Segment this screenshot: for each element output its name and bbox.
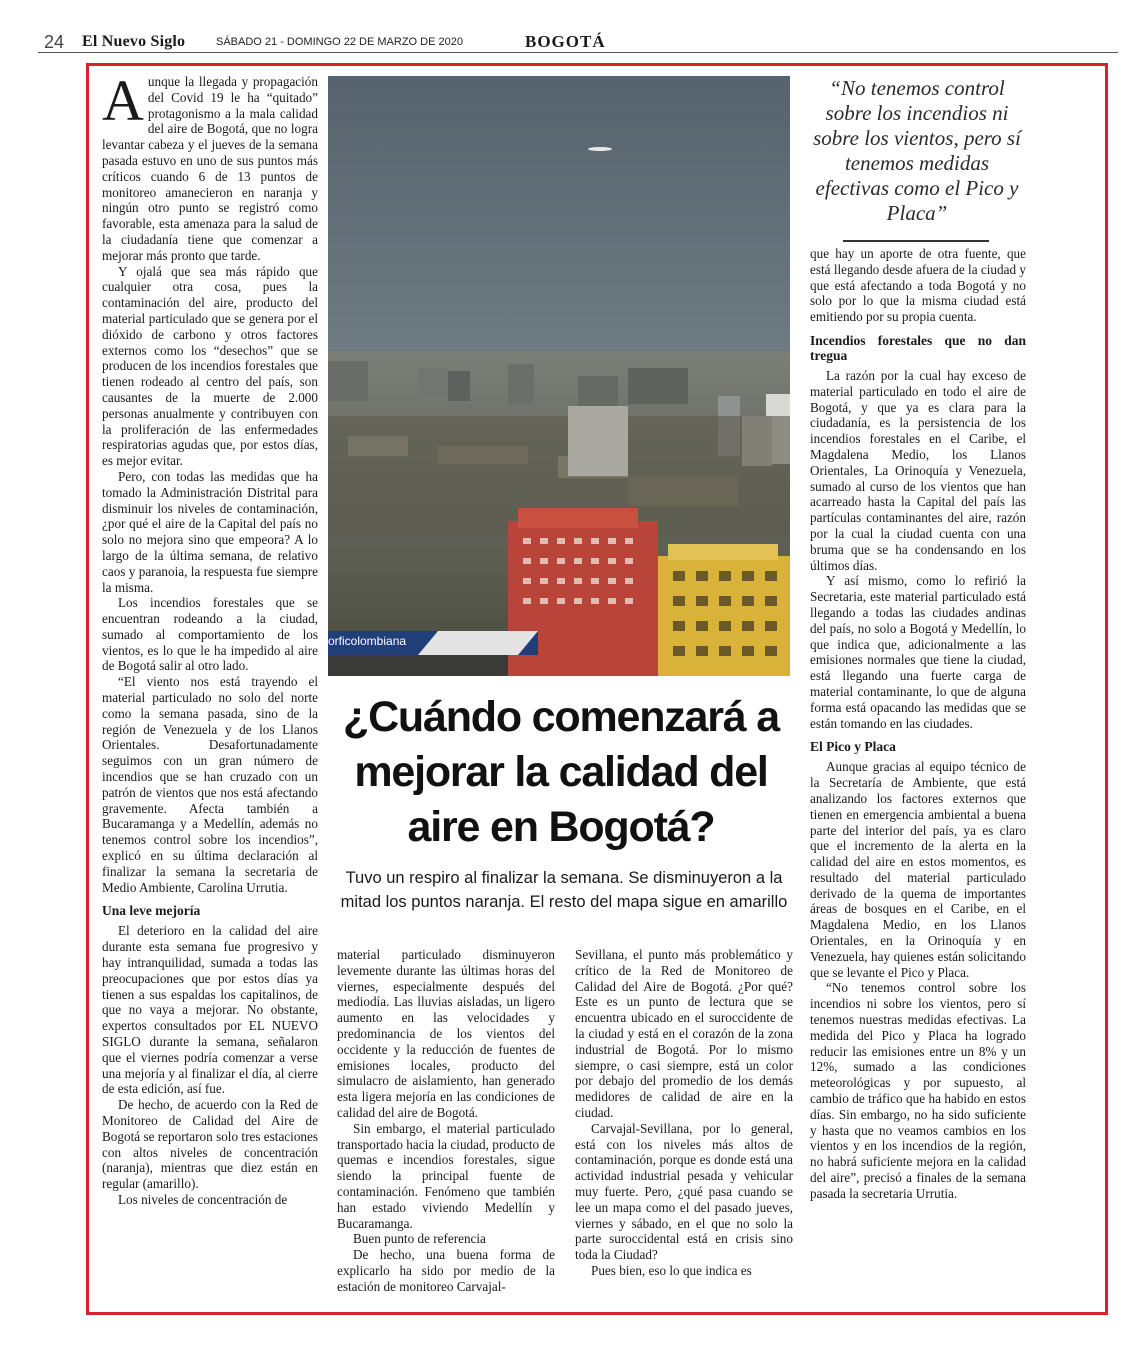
paragraph-text: unque la llegada y propagación del Covid 19 le ha “quitado” protagonismo a la mala calidad del aire de Bogotá, que no logra levantar cabeza y el jueves de la semana pasada estuvo en uno de sus puntos más críticos cuando 6 de 13 puntos de monitoreo amanecieron en naranja y ningún otro punto se registró como favorable, esta amenaza para la salud de la ciudadanía tiene que comenzar a mejorar más pronto que tarde. [102, 74, 318, 263]
paragraph: que hay un aporte de otra fuente, que está llegando desde afuera de la ciudad y que está afectando a toda Bogotá y no solo por lo que la misma ciudad está emitiendo por su propia cuenta. [810, 246, 1026, 325]
paragraph: Y ojalá que sea más rápido que cualquier otra cosa, pues la contaminación del aire, producto del material particulado que se genera por el dióxido de carbono y otros factores externos como los “desechos” que se producen de los incendios forestales que tienen rodeado al centro del país, son causantes de la muerte de 2.000 personas anualmente y contribuyen con la proliferación de las enfermedades respiratorias agudas que, por estos días, es mejor evitar. [102, 263, 318, 469]
photo-credit: orficolombiana [328, 634, 407, 648]
pull-quote-rule [843, 240, 989, 242]
paragraph: De hecho, una buena forma de explicarlo ha sido por medio de la estación de monitoreo Carvajal- [337, 1247, 555, 1294]
paragraph: Pero, con todas las medidas que ha tomado la Administración Distrital para disminuir los niveles de contaminación, ¿por qué el aire de la Capital del país no solo no mejora sino que empeora? A lo largo de la última semana, de relativo caos y paranoia, la respuesta fue siempre la misma. [102, 468, 318, 595]
paragraph: Sevillana, el punto más problemático y crítico de la Red de Monitoreo de Calidad del Aire de Bogotá. ¿Por qué? Este es un punto de lectura que se encuentra ubicado en el suroccidente de la ciudad y está en el corazón de la zona industrial de Bogotá. Por lo mismo siempre, o casi siempre, está un color por debajo del promedio de los demás medidores de calidad de aire en la ciudad. [575, 947, 793, 1120]
subheading: Incendios forestales que no dan tregua [810, 332, 1026, 363]
paragraph: Carvajal-Sevillana, por lo general, está con los niveles más altos de contaminación, porque es donde está una actividad industrial pesada y vehicular muy fuerte. Pero, ¿qué pasa cuando se lee un mapa como el del pasado jueves, viernes y sábado, en el que no solo la parte suroccidental está en crisis sino toda la Ciudad? [575, 1120, 793, 1263]
paragraph: Pues bien, eso lo que indica es [591, 1262, 752, 1278]
paragraph: material particulado disminuyeron levemente durante las últimas horas del viernes, especialmente después del mediodía. Las lluvias aisladas, un ligero aumento en las velocidades y predominancia de los vientos del occidente y la reducción de fuentes de emisiones locales, producto del simulacro de aislamiento, han generado esta ligera mejoría en las condiciones de calidad del aire de Bogotá. [337, 947, 555, 1120]
header-rule [38, 52, 1118, 53]
masthead: El Nuevo Siglo [82, 33, 186, 50]
city-photo [328, 76, 790, 676]
article-headline: ¿Cuándo comenzará a mejorar la calidad del aire en Bogotá? [343, 693, 779, 851]
subheading: El Pico y Placa [810, 739, 896, 755]
drop-cap: A [102, 68, 144, 133]
pull-quote: “No tenemos control sobre los incendios ni sobre los vientos, pero sí tenemos medidas efectivas como el Pico y Placa” [813, 76, 1021, 225]
paragraph: Y así mismo, como lo refirió la Secretaria, este material particulado está llegando a todas las ciudades andinas del país, no solo a Bogotá y Medellín, lo que indica que, adicionalmente a las emisiones normales que tiene la ciudad, está llegando una fuerte carga de material contaminante, lo que de alguna forma está opacando las medidas que se están tomando en las ciudades. [810, 573, 1026, 731]
paragraph: Los incendios forestales que se encuentran rodeando a la ciudad, sumado al comportamiento de los vientos, es lo que le ha impedido al aire de Bogotá salir al otro lado. [102, 595, 318, 674]
paragraph: “El viento nos está trayendo el material particulado no solo del norte como la semana pasada, sino de la región de Venezuela y de los Llanos Orientales. Desafortunadamente seguimos con un gran número de incendios que se han cruzado con un patrón de vientos que nos está afectando gravemente. Afecta también a Bucaramanga y a Medellín, además no tenemos control sobre los incendios”, explicó en su última declaración al finalizar la semana la secretaria de Medio Ambiente, Carolina Urrutia. [102, 674, 318, 895]
section-name: BOGOTÁ [525, 32, 606, 51]
paragraph: Sin embargo, el material particulado transportado hacia la ciudad, producto de quemas e incendios forestales, sigue siendo la principal fuente de contaminación. Fenómeno que también han estado viviendo Medellín y Bucaramanga. [337, 1120, 555, 1231]
paragraph: Buen punto de referencia [353, 1231, 486, 1247]
issue-date: SÁBADO 21 - DOMINGO 22 DE MARZO DE 2020 [216, 36, 463, 48]
article-column-3 [575, 947, 793, 1307]
paragraph: Los niveles de concentración de [118, 1191, 288, 1207]
paragraph [102, 68, 318, 264]
bogota-skyline-image [328, 76, 790, 676]
subheading: Una leve mejoría [102, 903, 201, 919]
article-column-1 [102, 68, 318, 1310]
article-deck: Tuvo un respiro al finalizar la semana. Se disminuyeron a la mitad los puntos naranja. El resto del mapa sigue en amarillo [340, 869, 788, 911]
paragraph: De hecho, de acuerdo con la Red de Monitoreo de Calidad del Aire de Bogotá se reportaron solo tres estaciones con altos niveles de concentración (naranja), mientras que diez están en regular (amarillo). [102, 1097, 318, 1192]
paragraph: El deterioro en la calidad del aire durante esta semana fue progresivo y hay intranquilidad, sumada a todas las preocupaciones que por estos días ya tienen a sus espaldas los capitalinos, de que no vaya a mejorar. No obstante, expertos consultados por EL NUEVO SIGLO durante la semana, señalaron que el viernes podría comenzar a verse una mejoría y al finalizar el día, al cierre de esta edición, así fue. [102, 923, 318, 1097]
page-number: 24 [44, 32, 65, 52]
article-column-2 [337, 947, 555, 1307]
paragraph: Aunque gracias al equipo técnico de la Secretaría de Ambiente, que está analizando los factores externos que tienen en emergencia ambiental a buena parte del interior del país, ya es claro que el incremento de la alerta en la calidad del aire en estos momentos, es resultado del material particulado derivado de la quema de importantes áreas de bosques en el Caribe, en el Magdalena Medio, en los Llanos Orientales, en la Orinoquía y en Venezuela, hay quienes están solicitando que se levante el Pico y Placa. [810, 759, 1026, 980]
article-column-4 [810, 246, 1026, 1312]
paragraph: La razón por la cual hay exceso de material particulado en todo el aire de Bogotá, y que ya es clara para la ciudadanía, es la persistencia de los incendios forestales en el Caribe, el Magdalena Medio, los Llanos Orientales, La Orinoquía y Venezuela, sumado al curso de los vientos que han acarreado hasta la Capital del país las partículas contaminantes del aire, razón por la cual la ciudad cuenta con una bruma que se ha condensando en los últimos días. [810, 367, 1026, 573]
paragraph: “No tenemos control sobre los incendios ni sobre los vientos, pero sí tenemos nuestras medidas efectivas. La medida del Pico y Placa ha logrado reducir las emisiones entre un 8% y un 12%, sumado a las condiciones meteorológicas y por supuesto, al cambio de tráfico que ha habido en estos días. Sin embargo, no ha sido suficiente y hasta que no veamos cambios en los vientos y en los incendios de la región, no habrá suficiente mejora en la calidad del aire”, precisó a finales de la semana pasada la secretaria Urrutia. [810, 980, 1026, 1201]
